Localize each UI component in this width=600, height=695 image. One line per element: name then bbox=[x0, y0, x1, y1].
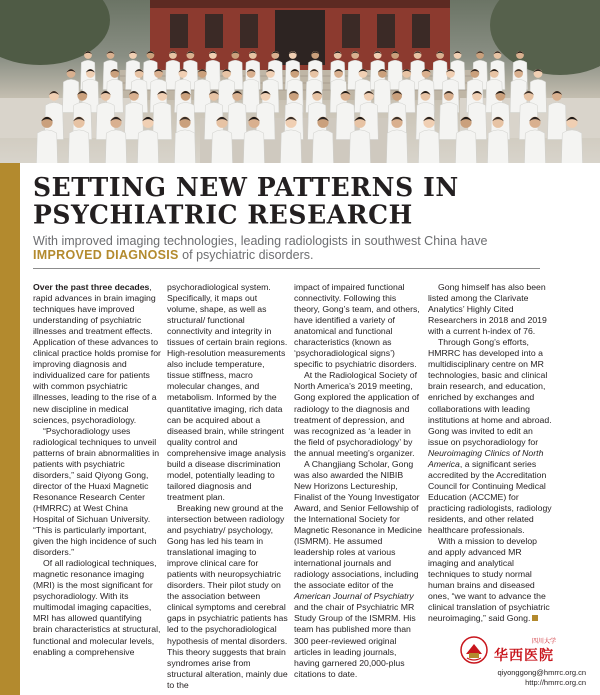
body-column-4 bbox=[428, 282, 552, 624]
article-headline bbox=[33, 171, 573, 230]
paragraph bbox=[294, 459, 422, 680]
paragraph: impact of impaired functional connectivity. Following this theory, Gong’s team, and others, have identified a variety of anatomical and functional characteristics (known as ‘psychoradiological signs’) specific to psychiatric disorders. bbox=[294, 282, 420, 370]
standfirst-text-before: With improved imaging technologies, leading radiologists in southwest China have bbox=[33, 234, 488, 248]
end-mark-icon bbox=[532, 615, 538, 621]
person-coat bbox=[280, 130, 302, 163]
person-coat bbox=[174, 130, 196, 163]
tree-right bbox=[490, 0, 600, 75]
person-coat bbox=[68, 130, 90, 163]
headline-line-2: PSYCHIATRIC RESEARCH bbox=[33, 199, 413, 230]
paragraph bbox=[428, 337, 552, 536]
divider-rule bbox=[33, 268, 540, 269]
headline-line-1: SETTING NEW PATTERNS IN bbox=[33, 171, 459, 203]
paragraph-text: With a mission to develop and apply advanced MR imaging and analytical techniques to study normal human brains and diseased ones, “we want to advance the clinical translation of psychiatric neuroimaging,” said Gong. bbox=[428, 536, 550, 624]
standfirst-highlight: IMPROVED DIAGNOSIS bbox=[33, 248, 179, 262]
journal-title: American Journal of Psychiatry bbox=[294, 591, 414, 602]
hospital-logo bbox=[460, 636, 590, 668]
person-coat bbox=[561, 130, 583, 163]
person-coat bbox=[386, 130, 408, 163]
tree-left bbox=[0, 0, 110, 65]
contact-url[interactable]: http://hmrrc.org.cn bbox=[525, 678, 586, 687]
standfirst-text-after: of psychiatric disorders. bbox=[178, 248, 314, 262]
header-group-photo bbox=[0, 0, 600, 163]
paragraph-text: A Changjiang Scholar, Gong was also awarded the NIBIB New Horizons Lectureship, Finalist of the Young Investigator Award, and Senior Fellowship of the International Society for Magnetic Resonance in Medicine (ISMRM). He assumed leadership roles at various international journals and radiology associations, including the associate editor of the bbox=[294, 458, 422, 591]
logo-university-name: 四川大学 bbox=[532, 638, 557, 645]
paragraph: Gong himself has also been listed among the Clarivate Analytics’ Highly Cited Researchers in 2018 and 2019 with a current h-index of 76. bbox=[428, 282, 547, 337]
person-coat bbox=[524, 130, 546, 163]
paragraph bbox=[428, 536, 552, 624]
group-photo-illustration bbox=[0, 0, 600, 163]
journal-title: Neuroimaging Clinics of North America bbox=[428, 447, 544, 469]
person-coat bbox=[105, 130, 127, 163]
paragraph: At the Radiological Society of North America’s 2019 meeting, Gong explored the application of radiology to the diagnosis and treatment of depression, and was recognized as ‘a leader in the field of psychoradiology’ by the annual meeting’s organizer. bbox=[294, 370, 420, 458]
paragraph bbox=[33, 282, 161, 426]
lead-in: Over the past three decades bbox=[33, 282, 150, 292]
paragraph-text: , rapid advances in brain imaging techniques have improved understanding of psychiatric illnesses and treatment effects. Application of these advances to clinical practice holds promise for improving diagnosis and individualized care for patients with common psychiatric illnesses, leading to the rise of a new discipline in medical sciences, psychoradiology. bbox=[33, 282, 161, 425]
body-column-1 bbox=[33, 282, 161, 658]
standfirst bbox=[33, 234, 553, 262]
paragraph-text: and the chair of Psychiatric MR Study Group of the ISMRM. His team has published more than 300 peer-reviewed original articles in leading journals, having garnered 20,000-plus citations to date. bbox=[294, 602, 416, 679]
logo-hospital-name: 华西医院 bbox=[494, 648, 554, 664]
person-coat bbox=[312, 130, 334, 163]
person-coat bbox=[455, 130, 477, 163]
person-coat bbox=[349, 130, 371, 163]
paragraph: “Psychoradiology uses radiological techniques to unveil patterns of brain abnormalities in patients with psychiatric disorders,” said Qiyong Gong, director of the Huaxi Magnetic Resonance Research Center (HMRRC) at West China Hospital of Sichuan University. “This is particularly important, given the high incidence of such disorders.” bbox=[33, 425, 160, 558]
paragraph-text: , a significant series accredited by the Accreditation Council for Continuing Medical Education (ACCME) for practicing radiologists, radiology residents, and other related healthcare professionals. bbox=[428, 458, 552, 536]
paragraph: psychoradiological system. Specifically, it maps out volume, shape, as well as structural/ functional connectivity and integrity in tissues of certain brain regions. High-resolution measurements also include temperature, tissue stiffness, macro molecular changes, and metabolism. Informed by the quantitative imaging, rich data can be acquired about a diseased brain, while stringent quality control and comprehensive image analysis build a disease discrimination model, potentially leading to tailored diagnosis and treatment plan. bbox=[167, 282, 288, 502]
person-coat bbox=[36, 130, 58, 163]
person-coat bbox=[243, 130, 265, 163]
person-coat bbox=[137, 130, 159, 163]
person-coat bbox=[487, 130, 509, 163]
paragraph-text: Through Gong’s efforts, HMRRC has developed into a multidisciplinary centre on MR technologies, basic and clinical brain research, and education, enriched by exchanges and collaborations with leading institutions at home and abroad. Gong was invited to edit an issue on psychoradiology for bbox=[428, 337, 552, 447]
person-coat bbox=[439, 102, 458, 139]
person-coat bbox=[418, 130, 440, 163]
paragraph: Breaking new ground at the intersection between radiology and psychiatry/ psychology, Gong has led his team in translational imaging to improve clinical care for patients with neuropsychiatric disorders. Their pilot study on the association between clinical symptoms and cerebral gaps in psychiatric patients has led to the psychoradiological hypothesis of mental disorders. This theory suggests that brain syndromes arise from structural alteration, mainly due to the bbox=[167, 502, 288, 690]
accent-bar bbox=[0, 163, 20, 695]
body-column-3 bbox=[294, 282, 422, 680]
contact-email[interactable]: qiyonggong@hmrrc.org.cn bbox=[497, 668, 586, 677]
paragraph: Of all radiological techniques, magnetic resonance imaging (MRI) is the most significant for psychoradiology. With its multimodal imaging capacities, MRI has allowed quantifying brain characteristics at structural, functional and molecular levels, enabling a comprehensive bbox=[33, 558, 161, 657]
person-coat bbox=[211, 130, 233, 163]
hospital-emblem-icon bbox=[460, 636, 488, 664]
contact-info bbox=[436, 668, 586, 688]
body-column-2 bbox=[167, 282, 288, 691]
